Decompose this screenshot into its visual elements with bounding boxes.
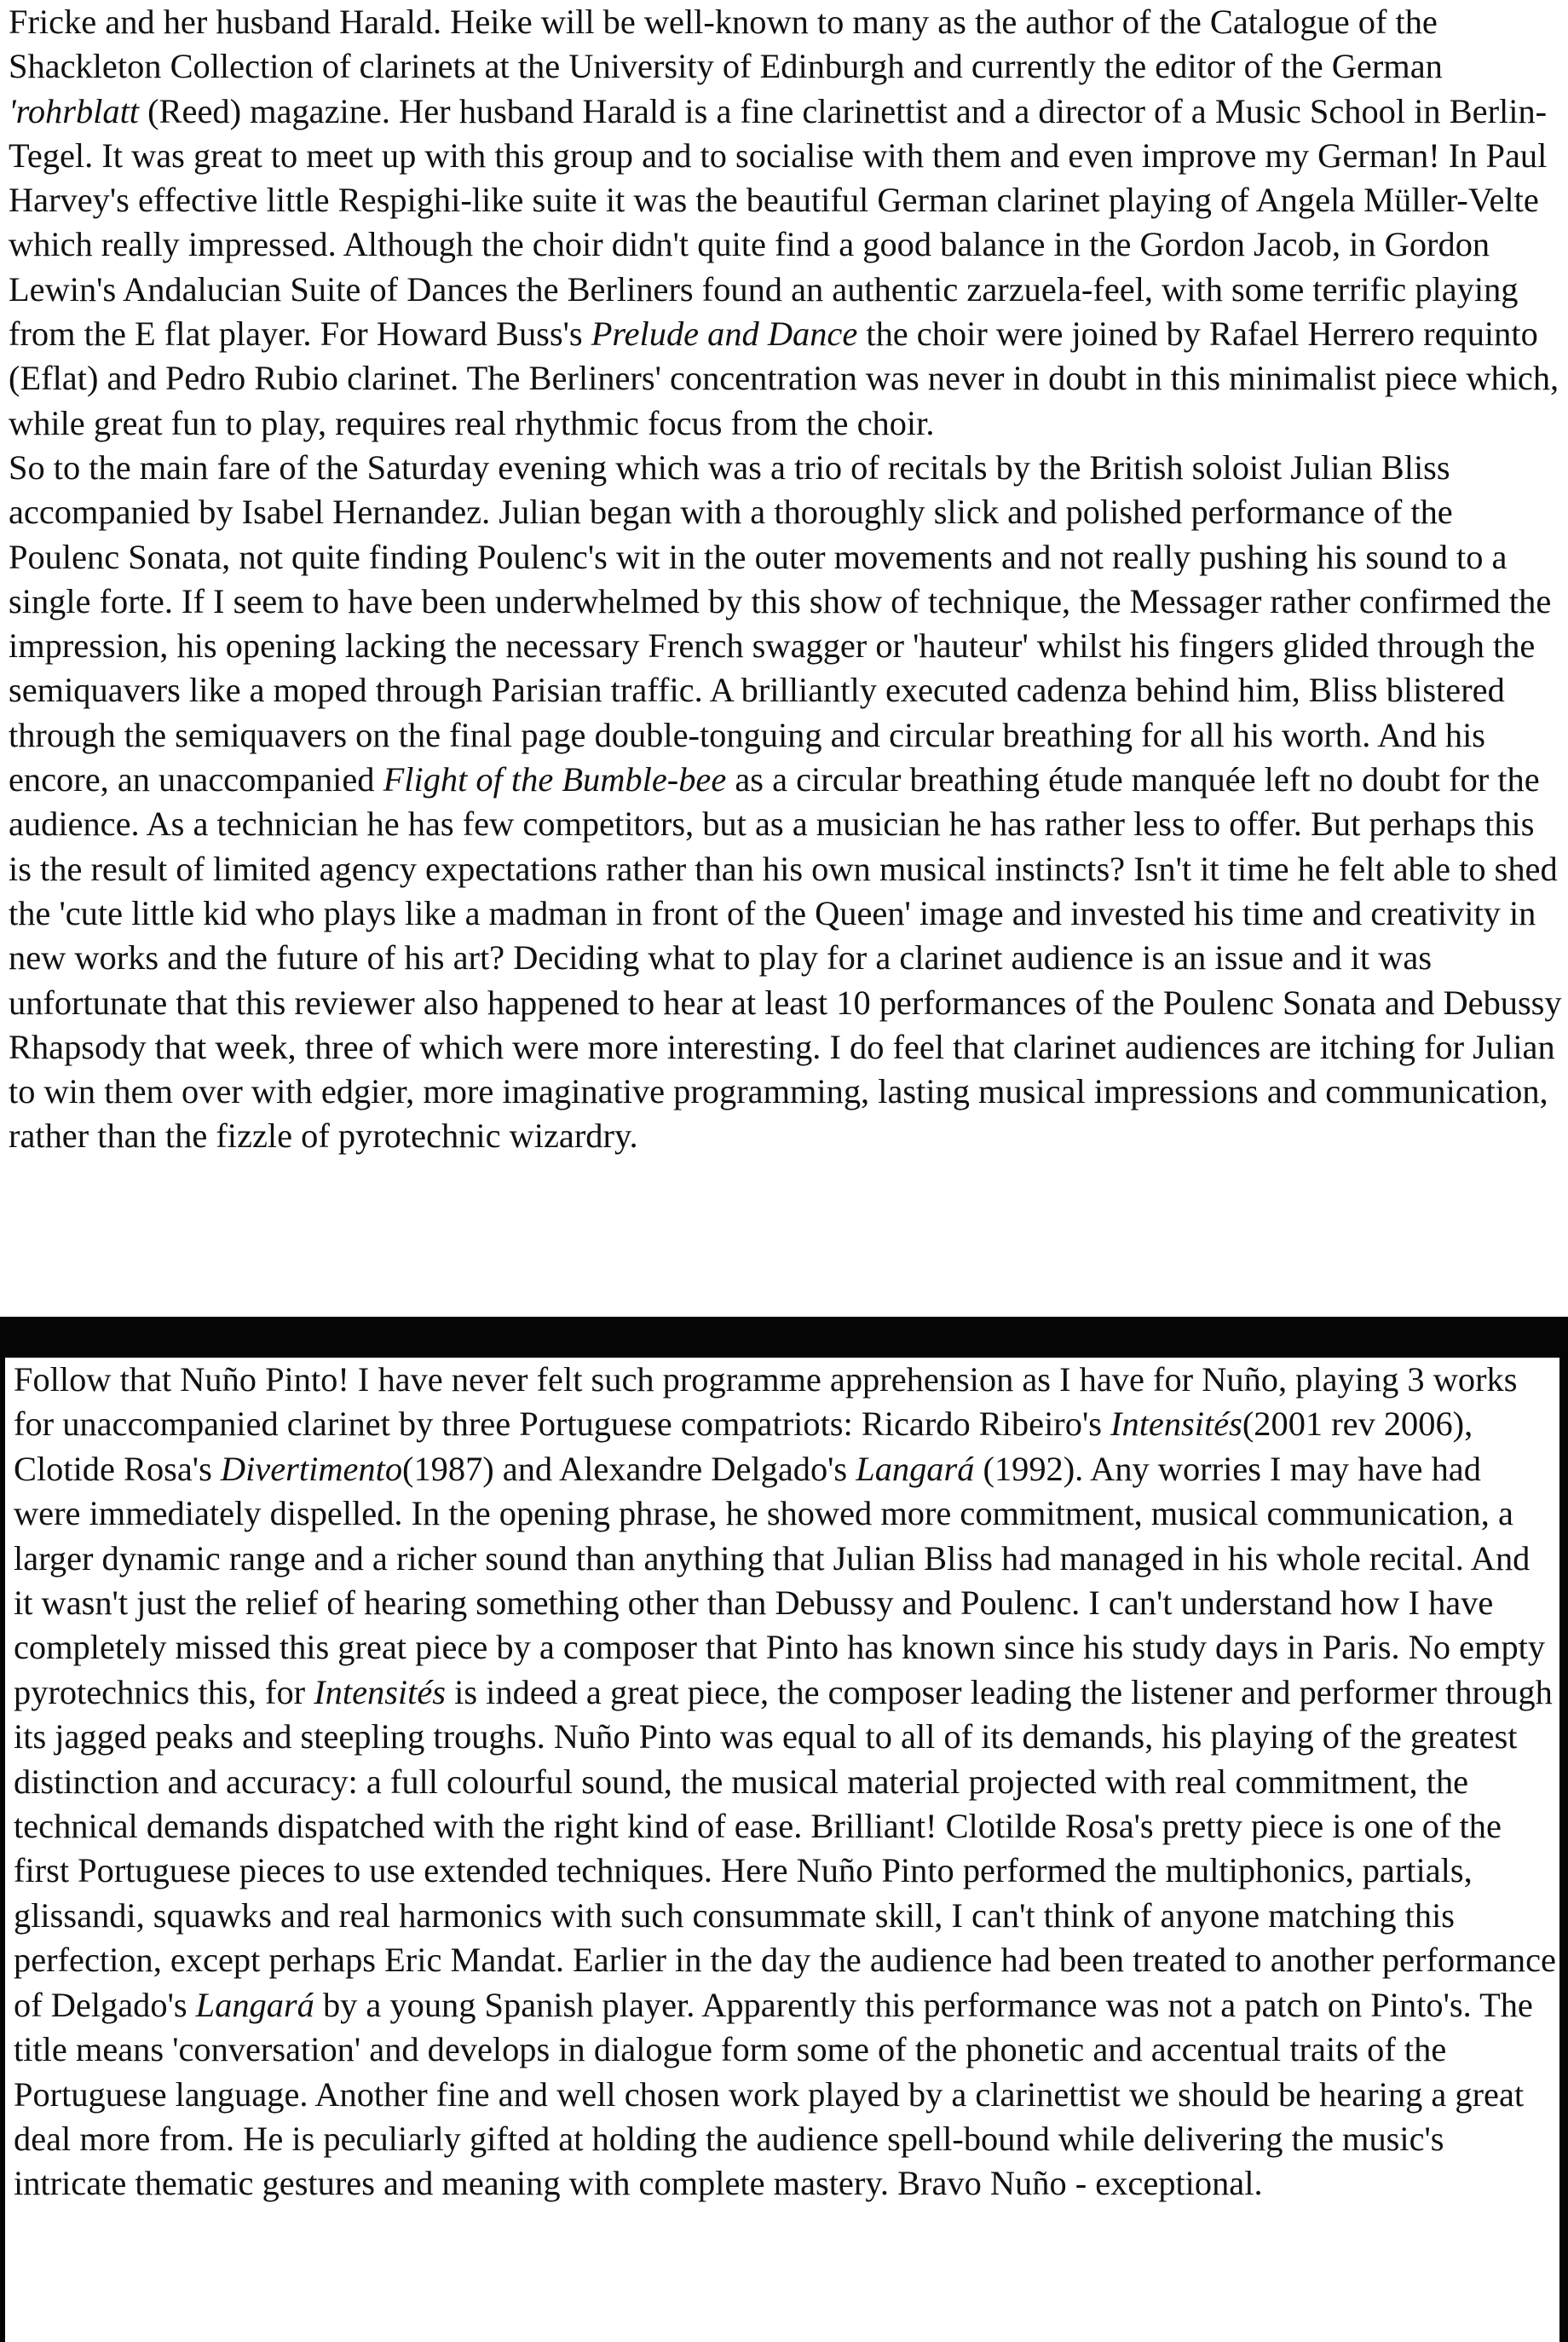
text-run: (1987) and Alexandre Delgado's	[402, 1449, 856, 1488]
paragraph-nuno-pinto	[14, 1358, 1556, 2206]
work-title: Intensités	[1110, 1405, 1242, 1444]
work-title: Langará	[195, 1985, 314, 2024]
article-upper-section	[9, 0, 1565, 1159]
boxed-review-panel	[0, 1358, 1568, 2342]
text-run: (2001 rev 2006), Clotide Rosa's	[14, 1405, 1473, 1488]
boxed-review-text	[14, 1358, 1556, 2206]
work-title: Prelude and Dance	[591, 314, 858, 354]
paragraph-julian-bliss-recital	[9, 446, 1565, 1159]
text-run: Follow that Nuño Pinto! I have never felt such programme apprehension as I have for Nuño, playing 3 works for unaccompanied clarinet by three Portuguese compatriots: Ricardo Ribeiro's	[14, 1360, 1518, 1444]
text-run: the choir were joined by Rafael Herrero requinto (Eflat) and Pedro Rubio clarinet. The Berliners' concentration was never in doubt in this minimalist piece which, while great fun to play, requires real rhythmic focus from the choir.	[9, 314, 1559, 442]
magazine-title: 'rohrblatt	[9, 91, 140, 130]
text-run: as a circular breathing étude manquée left no doubt for the audience. As a technician he has few competitors, but as a musician he has rather less to offer. But perhaps this is the result of limited agency expectations rather than his own musical instincts? Isn't it time he felt able to shed the 'cute little kid who plays like a madman in front of the Queen' image and invested his time and creativity in new works and the future of his art? Deciding what to play for a clarinet audience is an issue and it was unfortunate that this reviewer also happened to hear at least 10 performances of the Poulenc Sonata and Debussy Rhapsody that week, three of which were more interesting. I do feel that clarinet audiences are itching for Julian to win them over with edgier, more imaginative programming, lasting musical impressions and communication, rather than the fizzle of pyrotechnic wizardry.	[9, 760, 1562, 1156]
text-run: is indeed a great piece, the composer leading the listener and performer through its jagged peaks and steepling troughs. Nuño Pinto was equal to all of its demands, his playing of the greatest distinction and accuracy: a full colourful sound, the musical material projected with real commitment, the technical demands dispatched with the right kind of ease. Brilliant! Clotilde Rosa's pretty piece is one of the first Portuguese pieces to use extended techniques. Here Nuño Pinto performed the multiphonics, partials, glissandi, squawks and real harmonics with such consummate skill, I can't think of anyone matching this perfection, except perhaps Eric Mandat. Earlier in the day the audience had been treated to another performance of Delgado's	[14, 1672, 1556, 2024]
work-title: Divertimento	[220, 1449, 403, 1488]
text-run: So to the main fare of the Saturday evening which was a trio of recitals by the British soloist Julian Bliss accompanied by Isabel Hernandez. Julian began with a thoroughly slick and polished performance of the Poulenc Sonata, not quite finding Poulenc's wit in the outer movements and not really pushing his sound to a single forte. If I seem to have been underwhelmed by this show of technique, the Messager rather confirmed the impression, his opening lacking the necessary French swagger or 'hauteur' whilst his fingers glided through the semiquavers like a moped through Parisian traffic. A brilliantly executed cadenza behind him, Bliss blistered through the semiquavers on the final page double-tonguing and circular breathing for all his worth. And his encore, an unaccompanied	[9, 447, 1552, 799]
text-run: Fricke and her husband Harald. Heike will be well-known to many as the author of the Catalogue of the Shackleton Collection of clarinets at the University of Edinburgh and currently the editor of the German	[9, 3, 1443, 86]
work-title: Langará	[856, 1449, 975, 1488]
work-title: Intensités	[314, 1672, 447, 1711]
work-title: Flight of the Bumble-bee	[383, 760, 727, 799]
black-divider-bar	[0, 1317, 1568, 1358]
paragraph-berliners-choir	[9, 0, 1565, 446]
text-run: (Reed) magazine. Her husband Harald is a fine clarinettist and a director of a Music School in Berlin-Tegel. It was great to meet up with this group and to socialise with them and even improve my German! In Paul Harvey's effective little Respighi-like suite it was the beautiful German clarinet playing of Angela Müller-Velte which really impressed. Although the choir didn't quite find a good balance in the Gordon Jacob, in Gordon Lewin's Andalucian Suite of Dances the Berliners found an authentic zarzuela-feel, with some terrific playing from the E flat player. For Howard Buss's	[9, 91, 1548, 354]
text-run: by a young Spanish player. Apparently this performance was not a patch on Pinto's. The title means 'conversation' and develops in dialogue form some of the phonetic and accentual traits of the Portuguese language. Another fine and well chosen work played by a clarinettist we should be hearing a great deal more from. He is peculiarly gifted at holding the audience spell-bound while delivering the music's intricate thematic gestures and meaning with complete mastery. Bravo Nuño - exceptional.	[14, 1985, 1533, 2203]
text-run: (1992). Any worries I may have had were immediately dispelled. In the opening phrase, he showed more commitment, musical communication, a larger dynamic range and a richer sound than anything that Julian Bliss had managed in his whole recital. And it wasn't just the relief of hearing something other than Debussy and Poulenc. I can't understand how I have completely missed this great piece by a composer that Pinto has known since his study days in Paris. No empty pyrotechnics this, for	[14, 1449, 1546, 1711]
